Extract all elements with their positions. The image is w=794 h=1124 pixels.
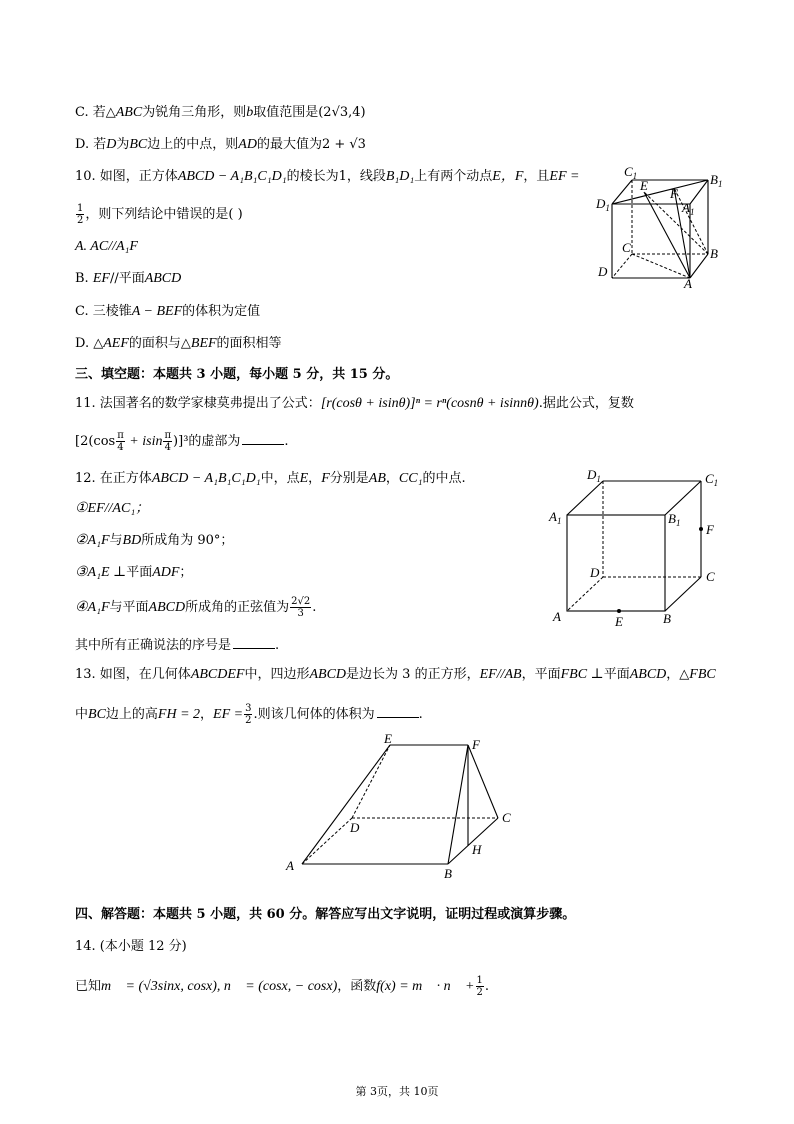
q12-question: 其中所有正确说法的序号是 . bbox=[75, 638, 280, 653]
label-d1: $D_1$ bbox=[587, 467, 601, 484]
q12-statement-3: ③A₁E ⊥平面ADF； bbox=[75, 565, 193, 580]
q13-solid-figure bbox=[280, 730, 520, 884]
q11-answer-blank bbox=[242, 432, 284, 445]
label-b: B bbox=[710, 246, 718, 261]
page-footer: 第 3页，共 10页 bbox=[355, 1085, 439, 1098]
label-c1: $C_1$ bbox=[705, 471, 719, 488]
q11-line2: [2(cos $\frac{\pi}{4}$ + isin $\frac{\pi}{4}$ )]³的虚部为 . bbox=[75, 430, 289, 453]
q10-fraction: $\frac{1}{2}$ bbox=[77, 203, 84, 226]
label-f: F bbox=[472, 737, 480, 752]
label-b1: $B_1$ bbox=[668, 511, 681, 528]
label-a1: $A_1$ bbox=[549, 509, 562, 526]
q9-option-d: D. 若D为BC边上的中点，则AD的最大值为2 + √3 bbox=[75, 137, 366, 152]
label-e: E bbox=[640, 178, 648, 193]
label-e: E bbox=[384, 731, 392, 746]
q11-line1: 11. 法国著名的数学家棣莫弗提出了公式：[r(cosθ + isinθ)]ⁿ = rⁿ(cosnθ + isinnθ).据此公式，复数 bbox=[75, 396, 634, 411]
label-a: A bbox=[286, 858, 294, 873]
label-d: D bbox=[590, 565, 600, 580]
label-d: D bbox=[350, 820, 360, 835]
section3-heading: 三、填空题：本题共 3 小题，每小题 5 分，共 15 分。 bbox=[75, 367, 399, 382]
label-f: F bbox=[670, 186, 678, 201]
q12-statement-1: ①EF//AC₁； bbox=[75, 501, 150, 516]
q9-option-c: C. 若△ABC为锐角三角形，则b取值范围是(2√3,4) bbox=[75, 105, 366, 120]
label-c: C bbox=[622, 240, 631, 255]
label-h: H bbox=[472, 842, 482, 857]
q10-stem-line1: 10. 如图，正方体ABCD − A₁B₁C₁D₁的棱长为1，线段B₁D₁上有两个动点E，F，且EF = bbox=[75, 169, 580, 184]
label-b: B bbox=[663, 611, 671, 626]
label-d1: $D_1$ bbox=[596, 196, 610, 213]
q12-answer-blank bbox=[233, 636, 275, 649]
q13-line2: 中BC边上的高FH = 2，EF = $\frac{3}{2}$ .则该几何体的体积为 . bbox=[75, 703, 423, 726]
q10-option-d: D. △AEF的面积与△BEF的面积相等 bbox=[75, 336, 282, 351]
label-c1: $C_1$ bbox=[624, 164, 638, 181]
label-c: C bbox=[706, 569, 715, 584]
label-a1: $A_1$ bbox=[682, 200, 695, 217]
q14-heading: 14. (本小题 12 分) bbox=[75, 939, 187, 954]
q13-line1: 13. 如图，在几何体ABCDEF中，四边形ABCD是边长为 3 的正方形，EF//AB，平面FBC ⊥平面ABCD，△FBC bbox=[75, 667, 716, 682]
label-c: C bbox=[502, 810, 511, 825]
label-d: D bbox=[598, 264, 608, 279]
q12-stem: 12. 在正方体ABCD − A₁B₁C₁D₁中，点E，F分别是AB，CC₁的中点. bbox=[75, 471, 466, 486]
q10-cube-figure bbox=[592, 160, 732, 294]
label-f: F bbox=[706, 522, 714, 537]
label-a: A bbox=[553, 609, 561, 624]
q10-option-b: B. EF//平面ABCD bbox=[75, 271, 182, 286]
section4-heading: 四、解答题：本题共 5 小题，共 60 分。解答应写出文字说明，证明过程或演算步骤。 bbox=[75, 907, 576, 922]
q10-stem-line2: $\frac{1}{2}$ ，则下列结论中错误的是( ) bbox=[77, 203, 243, 226]
q12-cube-figure bbox=[545, 465, 725, 634]
label-b1: $B_1$ bbox=[710, 172, 723, 189]
q10-option-c: C. 三棱锥A − BEF的体积为定值 bbox=[75, 304, 261, 319]
q13-answer-blank bbox=[377, 705, 419, 718]
label-b: B bbox=[444, 866, 452, 880]
q14-stem: 已知m⃗ = (√3sinx, cosx), n⃗ = (cosx, − cosx)，函数f(x) = m⃗ · n⃗ + $\frac{1}{2}$ . bbox=[75, 975, 490, 998]
label-e: E bbox=[615, 614, 623, 629]
q10-option-a: A. AC//A₁F bbox=[75, 239, 138, 254]
q12-statement-2: ②A₁F与BD所成角为 90°； bbox=[75, 533, 234, 548]
q12-statement-4: ④A₁F与平面ABCD所成角的正弦值为 $\frac{2√2}{3}$ . bbox=[75, 596, 317, 619]
label-a: A bbox=[684, 276, 692, 290]
